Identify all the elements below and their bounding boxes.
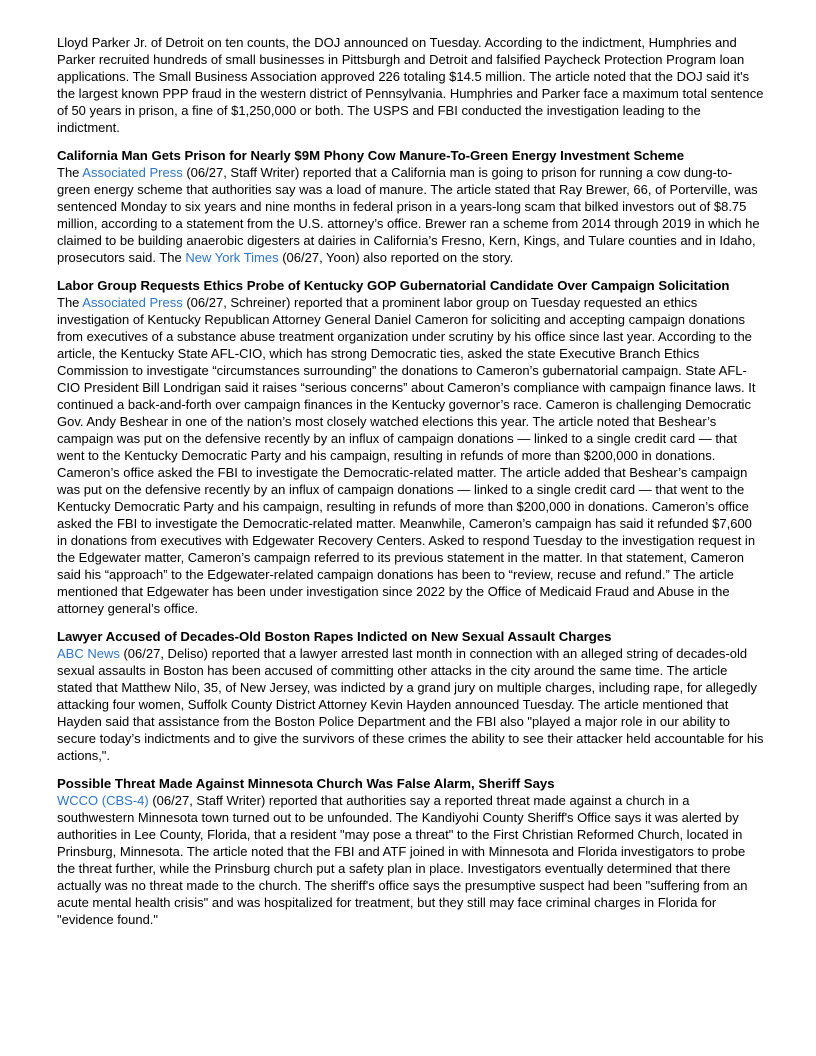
news-article: [57, 277, 764, 617]
source-link-associated-press[interactable]: Associated Press: [82, 165, 183, 180]
body-text: The: [57, 295, 83, 310]
body-text: (06/27, Yoon) also reported on the story.: [278, 250, 514, 265]
article-headline: Lawyer Accused of Decades-Old Boston Rapes Indicted on New Sexual Assault Charges: [57, 629, 612, 644]
body-text: (06/27, Staff Writer) reported that a California man is going to prison for running a cow dung-to-green energy scheme that authorities say was a load of manure. The article stated that Ray Brewer, 66, of Porterville, was sentenced Monday to six years and nine months in federal prison in a years-long scam that bilked investors out of $8.75 million, according to a statement from the U.S. attorney’s office. Brewer ran a scheme from 2014 through 2019 in which he claimed to be building anaerobic digesters at dairies in California’s Fresno, Kern, Kings, and Tulare counties and in Idaho, prosecutors said. The: [57, 165, 760, 265]
article-headline: Labor Group Requests Ethics Probe of Kentucky GOP Gubernatorial Candidate Over Campaign Solicitation: [57, 278, 730, 293]
article-body: [57, 164, 764, 266]
news-article: [57, 147, 764, 266]
body-text: The: [57, 165, 83, 180]
body-text: (06/27, Schreiner) reported that a prominent labor group on Tuesday requested an ethics investigation of Kentucky Republican Attorney General Daniel Cameron for soliciting and accepting campaign donations from executives of a substance abuse treatment organization under scrutiny by his office since last year. According to the article, the Kentucky State AFL-CIO, which has strong Democratic ties, asked the state Executive Branch Ethics Commission to investigate “circumstances surrounding” the donations to Cameron’s gubernatorial campaign. State AFL-CIO President Bill Londrigan said it raises “serious concerns” about Cameron’s compliance with campaign finance laws. It continued a back-and-forth over campaign finances in the Kentucky governor’s race. Cameron is challenging Democratic Gov. Andy Beshear in one of the nation’s most closely watched elections this year. The article noted that Beshear’s campaign was put on the defensive recently by an influx of campaign donations — linked to a single credit card — that went to the Kentucky Democratic Party and his campaign, resulting in refunds of more than $200,000 in donations. Cameron’s office asked the FBI to investigate the Democratic-related matter. The article added that Beshear’s campaign was put on the defensive recently by an influx of campaign donations — linked to a single credit card — that went to the Kentucky Democratic Party and his campaign, resulting in refunds of more than $200,000 in donations. Cameron’s office asked the FBI to investigate the Democratic-related matter. Meanwhile, Cameron’s campaign has said it refunded $7,600 in donations from executives with Edgewater Recovery Centers. Asked to respond Tuesday to the investigation request in the Edgewater matter, Cameron’s campaign referred to its previous statement in the matter. In that statement, Cameron said his “approach” to the Edgewater-related campaign donations has been to “review, recuse and refund.” The article mentioned that Edgewater has been under investigation since 2022 by the Office of Medicaid Fraud and Abuse in the attorney general’s office.: [57, 295, 756, 616]
source-link-wcco-cbs-4[interactable]: WCCO (CBS-4): [57, 793, 149, 808]
body-text: (06/27, Deliso) reported that a lawyer arrested last month in connection with an alleged string of decades-old sexual assaults in Boston has been accused of committing other attacks in the city around the same time. The article stated that Matthew Nilo, 35, of New Jersey, was indicted by a grand jury on multiple charges, including rape, for allegedly attacking four women, Suffolk County District Attorney Kevin Hayden announced Tuesday. The article mentioned that Hayden said that assistance from the Boston Police Department and the FBI also "played a major role in our ability to secure today’s indictments and to give the survivors of these crimes the ability to see their attacker held accountable for his actions,".: [57, 646, 764, 763]
news-article: [57, 628, 764, 764]
source-link-abc-news[interactable]: ABC News: [57, 646, 120, 661]
article-body: [57, 792, 764, 928]
article-body: [57, 294, 764, 617]
body-text: (06/27, Staff Writer) reported that authorities say a reported threat made against a church in a southwestern Minnesota town turned out to be unfounded. The Kandiyohi County Sheriff's Office says it was alerted by authorities in Lee County, Florida, that a resident "may pose a threat" to the First Christian Reformed Church, located in Prinsburg, Minnesota. The article noted that the FBI and ATF joined in with Minnesota and Florida investigators to probe the threat further, while the Prinsburg church put a safety plan in place. Investigators eventually determined that there actually was no threat made to the church. The sheriff's office says the presumptive suspect had been "suffering from an acute mental health crisis" and was hospitalized for treatment, but they still may face criminal charges in Florida for "evidence found.": [57, 793, 748, 927]
article-body: [57, 34, 764, 136]
body-text: Lloyd Parker Jr. of Detroit on ten counts, the DOJ announced on Tuesday. According to the indictment, Humphries and Parker recruited hundreds of small businesses in Pittsburgh and Detroit and falsified Paycheck Protection Program loan applications. The Small Business Association approved 226 totaling $14.5 million. The article noted that the DOJ said it's the largest known PPP fraud in the western district of Pennsylvania. Humphries and Parker face a maximum total sentence of 50 years in prison, a fine of $1,250,000 or both. The USPS and FBI conducted the investigation leading to the indictment.: [57, 35, 764, 135]
source-link-new-york-times[interactable]: New York Times: [185, 250, 279, 265]
article-headline: Possible Threat Made Against Minnesota Church Was False Alarm, Sheriff Says: [57, 776, 555, 791]
news-article: [57, 34, 764, 136]
source-link-associated-press[interactable]: Associated Press: [82, 295, 183, 310]
article-body: [57, 645, 764, 764]
article-list: [57, 34, 764, 928]
article-headline: California Man Gets Prison for Nearly $9M Phony Cow Manure-To-Green Energy Investment Scheme: [57, 148, 685, 163]
news-article: [57, 775, 764, 928]
